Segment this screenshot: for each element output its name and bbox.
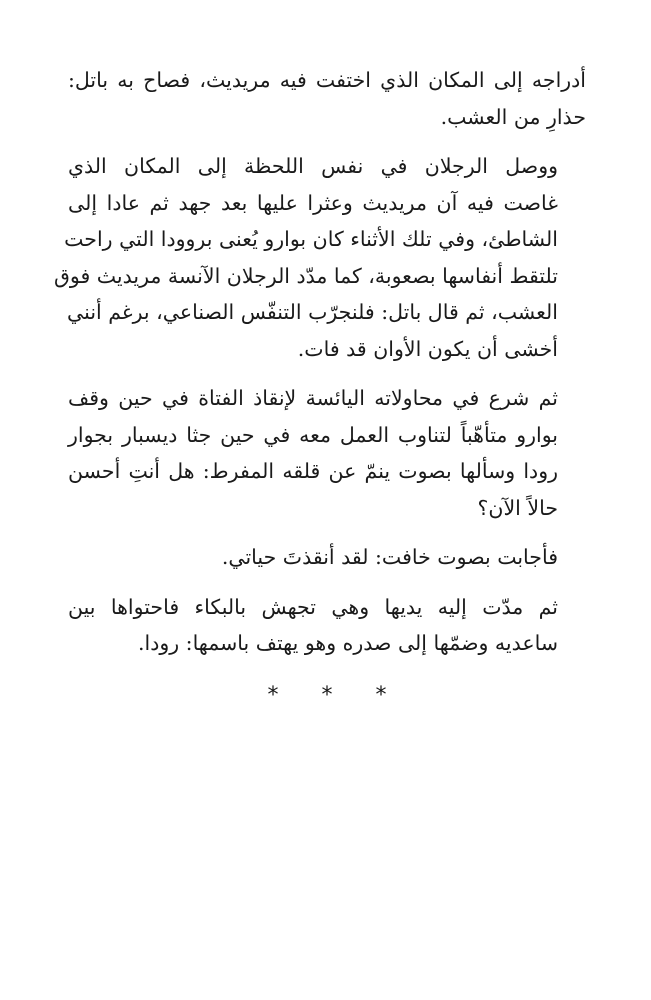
book-page xyxy=(53,62,586,714)
text-line: أدراجه إلى المكان الذي اختفت فيه مريديث، فصاح به باتل: xyxy=(68,68,586,92)
paragraph xyxy=(68,380,586,526)
text-line: رودا وسألها بصوت ينمّ عن قلقه المفرط: هل أنتِ أحسن xyxy=(68,459,558,483)
text-line: العشب، ثم قال باتل: فلنجرّب التنفّس الصناعي، برغم أنني xyxy=(67,300,558,324)
text-line: حذارِ من العشب. xyxy=(440,104,586,129)
text-line: بوارو متأهّباً لتناوب العمل معه في حين جثا ديسبار بجوار xyxy=(68,422,558,447)
text-line: ساعديه وضمّها إلى صدره وهو يهتف باسمها: رودا. xyxy=(138,631,558,655)
text-line: أخشى أن يكون الأوان قد فات. xyxy=(297,336,558,361)
section-separator: * * * xyxy=(267,682,405,708)
text-line: حالاً الآن؟ xyxy=(477,495,558,520)
text-line: ثم مدّت إليه يديها وهي تجهش بالبكاء فاحتواها بين xyxy=(68,594,558,619)
text-line: فأجابت بصوت خافت: لقد أنقذتَ حياتي. xyxy=(221,545,558,569)
text-line: الشاطئ، وفي تلك الأثناء كان بوارو يُعنى بروودا التي راحت xyxy=(64,227,558,251)
paragraph xyxy=(68,539,586,576)
text-line: ووصل الرجلان في نفس اللحظة إلى المكان الذي xyxy=(68,154,558,178)
text-line: ثم شرع في محاولاته اليائسة لإنقاذ الفتاة في حين وقف xyxy=(68,386,558,410)
text-line: تلتقط أنفاسها بصعوبة، كما مدّد الرجلان الآنسة مريديث فوق xyxy=(53,263,558,288)
paragraph xyxy=(53,148,586,367)
paragraph xyxy=(68,62,586,135)
text-line: غاصت فيه آن مريديث وعثرا عليها بعد جهد ثم عادا إلى xyxy=(68,190,558,215)
paragraph xyxy=(68,589,586,662)
